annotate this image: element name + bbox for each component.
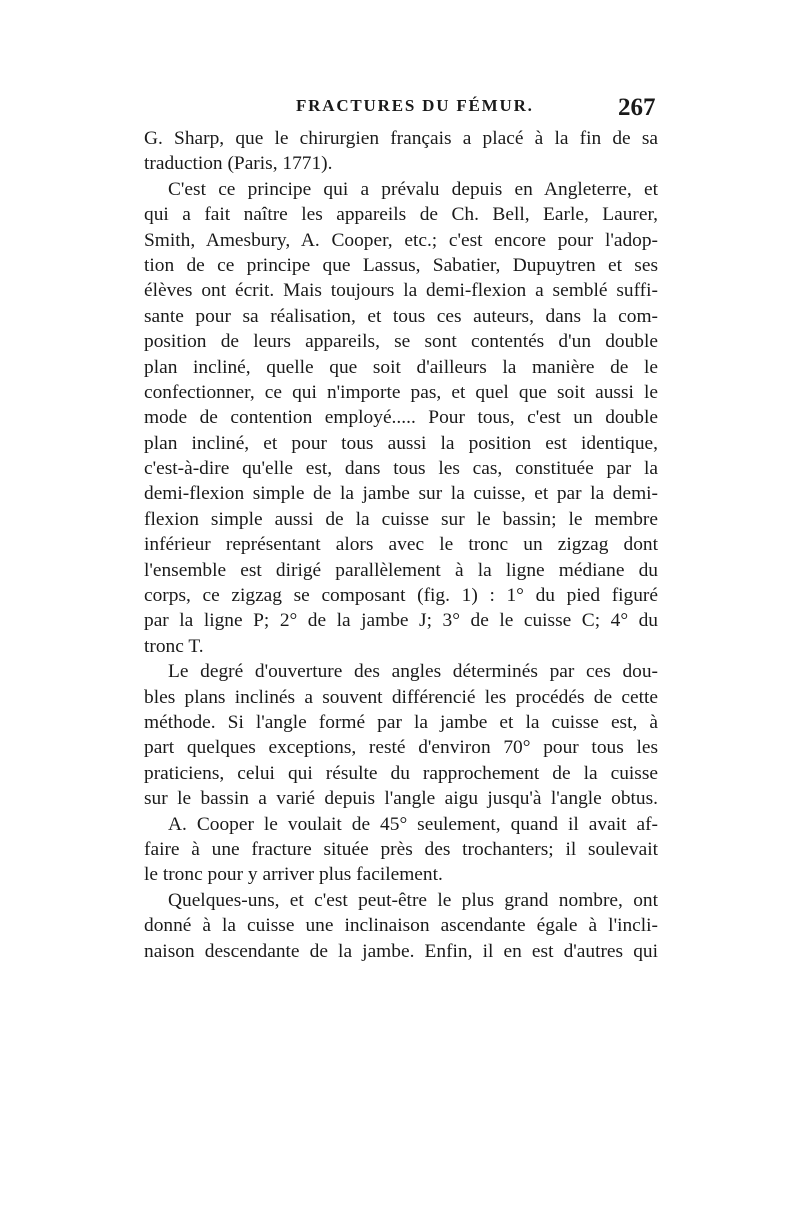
text-line: position de leurs appareils, se sont contentés d'un double: [144, 331, 658, 353]
text-line: part quelques exceptions, resté d'environ 70° pour tous les: [144, 737, 658, 759]
text-line: le tronc pour y arriver plus facilement.: [144, 864, 443, 886]
text-line: sante pour sa réalisation, et tous ces auteurs, dans la com-: [144, 305, 658, 327]
text-line: c'est-à-dire qu'elle est, dans tous les cas, constituée par la: [144, 458, 658, 480]
text-line: praticiens, celui qui résulte du rapprochement de la cuisse: [144, 762, 658, 784]
text-line: élèves ont écrit. Mais toujours la demi-flexion a semblé suffi-: [144, 280, 658, 302]
text-line: mode de contention employé..... Pour tous, c'est un double: [144, 407, 658, 429]
text-line: bles plans inclinés a souvent différencié les procédés de cette: [144, 686, 658, 708]
text-line: Le degré d'ouverture des angles déterminés par ces dou-: [168, 661, 658, 683]
text-line: Smith, Amesbury, A. Cooper, etc.; c'est encore pour l'adop-: [144, 229, 658, 251]
running-title: FRACTURES DU FÉMUR.: [296, 96, 534, 115]
text-line: faire à une fracture située près des trochanters; il soulevait: [144, 838, 658, 860]
body-text: [144, 126, 658, 964]
text-line: A. Cooper le voulait de 45° seulement, quand il avait af-: [168, 813, 658, 835]
text-line: sur le bassin a varié depuis l'angle aigu jusqu'à l'angle obtus.: [144, 788, 658, 810]
text-line: C'est ce principe qui a prévalu depuis en Angleterre, et: [168, 178, 658, 200]
text-line: demi-flexion simple de la jambe sur la cuisse, et par la demi-: [144, 483, 658, 505]
text-line: traduction (Paris, 1771).: [144, 153, 333, 175]
text-line: G. Sharp, que le chirurgien français a placé à la fin de sa: [144, 128, 658, 149]
text-line: inférieur représentant alors avec le tronc un zigzag dont: [144, 534, 658, 556]
text-line: par la ligne P; 2° de la jambe J; 3° de le cuisse C; 4° du: [144, 610, 658, 632]
text-line: flexion simple aussi de la cuisse sur le bassin; le membre: [144, 508, 658, 530]
text-line: donné à la cuisse une inclinaison ascendante égale à l'incli-: [144, 915, 658, 937]
text-line: plan incliné, et pour tous aussi la position est identique,: [144, 432, 658, 454]
page-number: 267: [618, 94, 656, 121]
text-line: tion de ce principe que Lassus, Sabatier, Dupuytren et ses: [144, 254, 658, 276]
text-line: l'ensemble est dirigé parallèlement à la ligne médiane du: [144, 559, 658, 581]
text-line: plan incliné, quelle que soit d'ailleurs la manière de le: [144, 356, 658, 378]
running-head: [0, 96, 800, 128]
text-line: confectionner, ce qui n'importe pas, et quel que soit aussi le: [144, 381, 658, 403]
text-line: méthode. Si l'angle formé par la jambe et la cuisse est, à: [144, 711, 658, 733]
text-line: Quelques-uns, et c'est peut-être le plus grand nombre, ont: [168, 889, 658, 911]
text-line: qui a fait naître les appareils de Ch. Bell, Earle, Laurer,: [144, 204, 658, 226]
text-line: naison descendante de la jambe. Enfin, il en est d'autres qui: [144, 940, 658, 962]
text-line: corps, ce zigzag se composant (fig. 1) : 1° du pied figuré: [144, 585, 658, 607]
text-line: tronc T.: [144, 635, 204, 657]
